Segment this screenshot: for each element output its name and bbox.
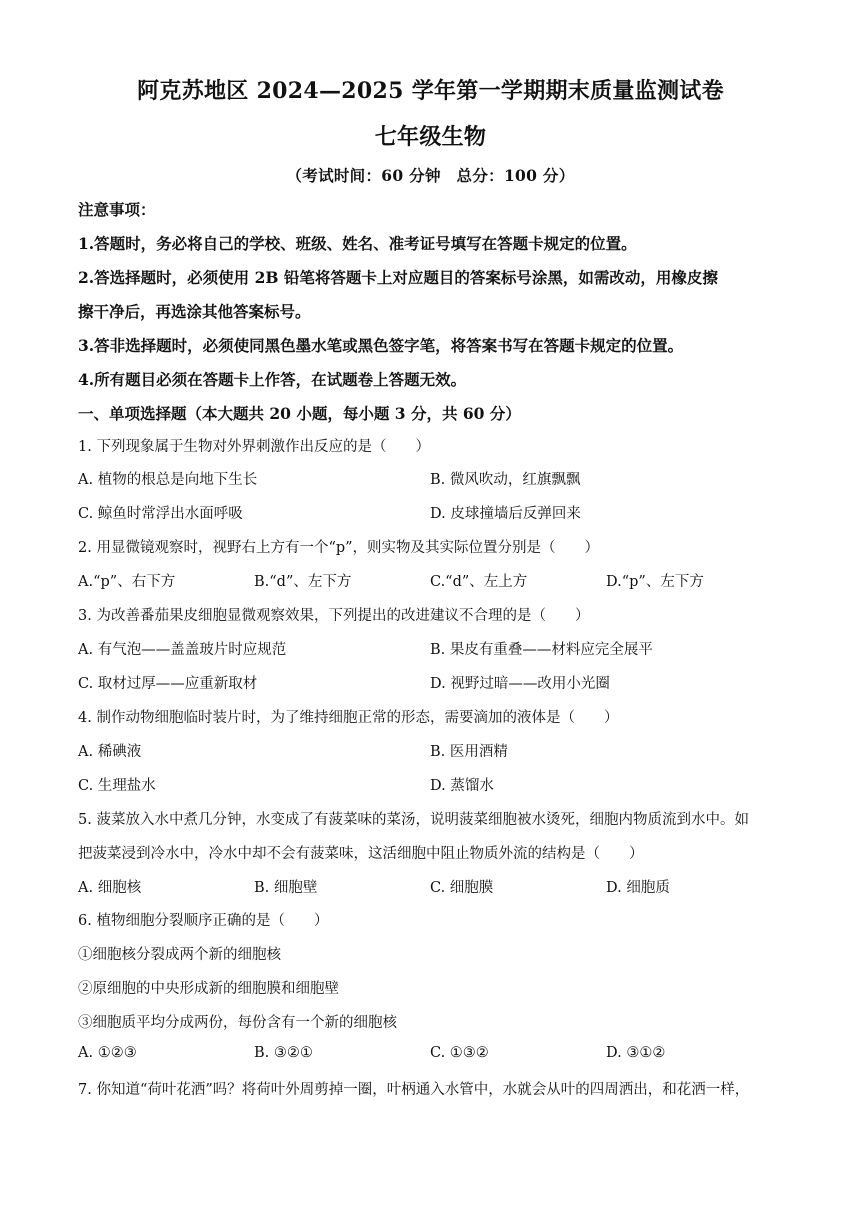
option-c: C. ①③②: [430, 1045, 489, 1061]
exam-info: （考试时间：60 分钟 总分：100 分）: [286, 166, 575, 185]
question-5-options: [78, 876, 783, 898]
question-5-stem-cont: 把菠菜浸到冷水中，冷水中却不会有菠菜味，这活细胞中阻止物质外流的结构是（ ）: [78, 846, 644, 862]
option-b: B. ③②①: [254, 1045, 313, 1061]
notice-item-2-cont: 擦干净后，再选涂其他答案标号。: [78, 302, 311, 321]
question-4-options-row-1: [78, 740, 783, 762]
notice-item-1: 1.答题时，务必将自己的学校、班级、姓名、准考证号填写在答题卡规定的位置。: [78, 234, 637, 253]
option-a: A. 细胞核: [78, 880, 142, 896]
option-a: A. ①②③: [78, 1045, 137, 1061]
option-c: C. 取材过厚——应重新取材: [78, 676, 258, 692]
option-b: B. 医用酒精: [430, 744, 508, 760]
option-d: D. 视野过暗——改用小光圈: [430, 676, 610, 692]
option-d: D. 蒸馏水: [430, 778, 494, 794]
option-c: C. 鲸鱼时常浮出水面呼吸: [78, 506, 243, 522]
question-1-options-row-2: [78, 502, 783, 524]
question-6-step-1: ①细胞核分裂成两个新的细胞核: [78, 947, 281, 963]
question-6-options: [78, 1045, 783, 1067]
option-b: B. 果皮有重叠——材料应完全展平: [430, 642, 653, 658]
question-2-options: [78, 570, 783, 592]
exam-subject: 七年级生物: [374, 124, 487, 150]
exam-title: 阿克苏地区 2024—2025 学年第一学期期末质量监测试卷: [137, 78, 724, 104]
question-5-stem: 5. 菠菜放入水中煮几分钟，水变成了有菠菜味的菜汤，说明菠菜细胞被水烫死，细胞内物质流到水中。如: [78, 812, 749, 828]
question-6-step-3: ③细胞质平均分成两份，每份含有一个新的细胞核: [78, 1015, 397, 1031]
notice-item-2: 2.答选择题时，必须使用 2B 铅笔将答题卡上对应题目的答案标号涂黑，如需改动，用橡皮擦: [78, 268, 718, 287]
option-d: D. 皮球撞墙后反弹回来: [430, 506, 581, 522]
question-2-stem: 2. 用显微镜观察时，视野右上方有一个“p”，则实物及其实际位置分别是（ ）: [78, 540, 600, 556]
option-a: A. 稀碘液: [78, 744, 142, 760]
question-4-stem: 4. 制作动物细胞临时装片时，为了维持细胞正常的形态，需要滴加的液体是（ ）: [78, 710, 619, 726]
option-b: B. 细胞壁: [254, 880, 318, 896]
option-b: B. 微风吹动，红旗飘飘: [430, 472, 581, 488]
option-c: C.“d”、左上方: [430, 574, 528, 590]
question-6-step-2: ②原细胞的中央形成新的细胞膜和细胞壁: [78, 981, 339, 997]
notice-item-3: 3.答非选择题时，必须使同黑色墨水笔或黑色签字笔，将答案书写在答题卡规定的位置。: [78, 336, 684, 355]
notice-item-4: 4.所有题目必须在答题卡上作答，在试题卷上答题无效。: [78, 370, 467, 389]
notice-heading: 注意事项：: [78, 200, 156, 219]
question-1-stem: 1. 下列现象属于生物对外界刺激作出反应的是（ ）: [78, 439, 430, 455]
question-3-stem: 3. 为改善番茄果皮细胞显微观察效果，下列提出的改进建议不合理的是（ ）: [78, 608, 590, 624]
question-3-options-row-2: [78, 672, 783, 694]
section-heading: 一、单项选择题（本大题共 20 小题，每小题 3 分，共 60 分）: [78, 404, 521, 423]
question-3-options-row-1: [78, 638, 783, 660]
question-4-options-row-2: [78, 774, 783, 796]
question-6-stem: 6. 植物细胞分裂顺序正确的是（ ）: [78, 913, 329, 929]
option-a: A.“p”、右下方: [78, 574, 176, 590]
option-a: A. 有气泡——盖盖玻片时应规范: [78, 642, 287, 658]
option-d: D. ③①②: [606, 1045, 666, 1061]
question-1-options-row-1: [78, 468, 783, 490]
option-d: D.“p”、左下方: [606, 574, 704, 590]
option-a: A. 植物的根总是向地下生长: [78, 472, 258, 488]
option-c: C. 细胞膜: [430, 880, 494, 896]
option-d: D. 细胞质: [606, 880, 670, 896]
option-b: B.“d”、左下方: [254, 574, 352, 590]
option-c: C. 生理盐水: [78, 778, 156, 794]
question-7-stem: 7. 你知道“荷叶花洒”吗？将荷叶外周剪掉一圈，叶柄通入水管中，水就会从叶的四周洒出，和花洒一样，: [78, 1082, 750, 1098]
